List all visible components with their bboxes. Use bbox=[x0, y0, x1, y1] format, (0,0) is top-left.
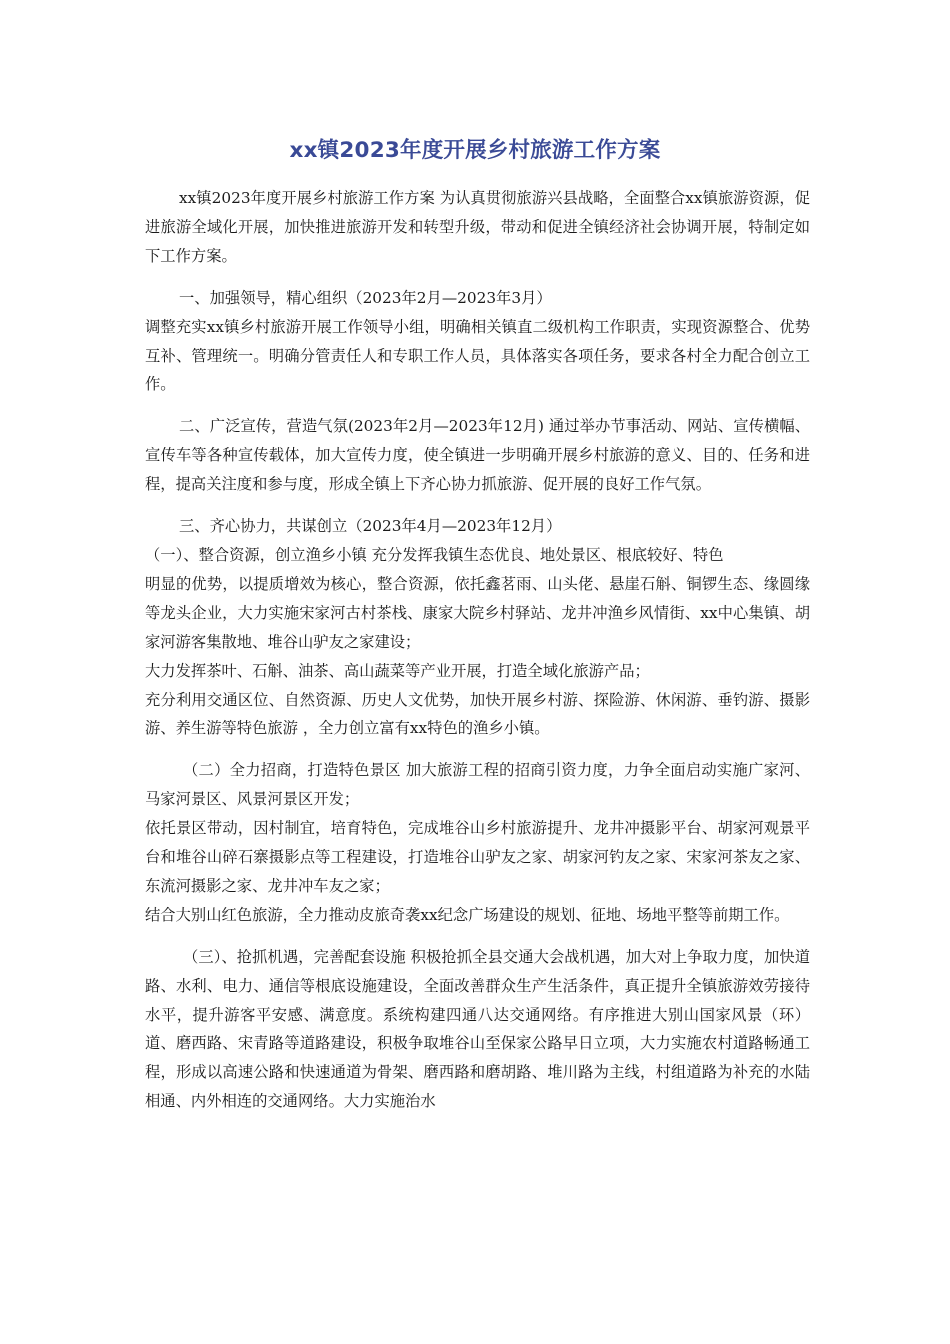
document-title: xx镇2023年度开展乡村旅游工作方案 bbox=[289, 138, 661, 163]
section3-sub1-text: 明显的优势，以提质增效为核心，整合资源，依托鑫茗雨、山头佬、悬崖石斛、铜锣生态、缘圆缘等龙头企业，大力实施宋家河古村茶栈、康家大院乡村驿站、龙井冲渔乡风情街、xx中心集镇、胡家河游客集散地、堆谷山驴友之家建设； bbox=[145, 574, 810, 651]
section3-heading: 三、齐心协力，共谋创立（2023年4月—2023年12月） bbox=[179, 517, 562, 536]
section3-sub3-paragraph: （三）、抢抓机遇，完善配套设施 积极抢抓全县交通大会战机遇，加大对上争取力度，加快道路、水利、电力、通信等根底设施建设，全面改善群众生产生活条件，真正提升全镇旅游效劳接待水平，提升游客平安感、满意度。系统构建四通八达交通网络。有序推进大别山国家风景（环）道、磨西路、宋青路等道路建设，积极争取堆谷山至保家公路早日立项，大力实施农村道路畅通工程，形成以高速公路和快速通道为骨架、磨西路和磨胡路、堆川路为主线，村组道路为补充的水陆相通、内外相连的交通网络。大力实施治水 bbox=[145, 947, 810, 1111]
section2-paragraph: 二、广泛宣传，营造气氛(2023年2月—2023年12月) 通过举办节事活动、网站、宣传横幅、宣传车等各种宣传载体，加大宣传力度，使全镇进一步明确开展乡村旅游的意义、目的、任务和进程，提高关注度和参与度，形成全镇上下齐心协力抓旅游、促开展的良好工作气氛。 bbox=[145, 417, 810, 494]
section3-sub2-heading: （二）全力招商，打造特色景区 加大旅游工程的招商引资力度，力争全面启动实施广家河、马家河景区、风景河景区开发； bbox=[145, 761, 810, 809]
section1-text: 调整充实xx镇乡村旅游开展工作领导小组，明确相关镇直二级机构工作职责，实现资源整合、优势互补、管理统一。明确分管责任人和专职工作人员，具体落实各项任务，要求各村全力配合创立工作。 bbox=[145, 317, 810, 394]
section3-sub2-text: 依托景区带动，因村制宜，培育特色，完成堆谷山乡村旅游提升、龙井冲摄影平台、胡家河观景平台和堆谷山碎石寨摄影点等工程建设，打造堆谷山驴友之家、胡家河钓友之家、宋家河茶友之家、东流河摄影之家、龙井冲车友之家； bbox=[145, 819, 810, 895]
section1-heading: 一、加强领导，精心组织（2023年2月—2023年3月） bbox=[179, 288, 552, 307]
section3-sub2-red-tourism: 结合大别山红色旅游，全力推动皮旅奇袭xx纪念广场建设的规划、征地、场地平整等前期工作。 bbox=[145, 905, 790, 924]
section3-sub1-products: 大力发挥茶叶、石斛、油茶、高山蔬菜等产业开展，打造全域化旅游产品； bbox=[145, 661, 650, 680]
section3-sub1-heading: （一）、整合资源，创立渔乡小镇 充分发挥我镇生态优良、地处景区、根底较好、特色 bbox=[145, 545, 724, 564]
section3-sub1-tourism: 充分利用交通区位、自然资源、历史人文优势，加快开展乡村游、探险游、休闲游、垂钓游、摄影游、养生游等特色旅游 ，全力创立富有xx特色的渔乡小镇。 bbox=[145, 690, 810, 738]
intro-paragraph: xx镇2023年度开展乡村旅游工作方案 为认真贯彻旅游兴县战略，全面整合xx镇旅游资源，促进旅游全域化开展，加快推进旅游开发和转型升级，带动和促进全镇经济社会协调开展，特制定如下工作方案。 bbox=[145, 189, 810, 265]
document-body bbox=[145, 184, 810, 1116]
